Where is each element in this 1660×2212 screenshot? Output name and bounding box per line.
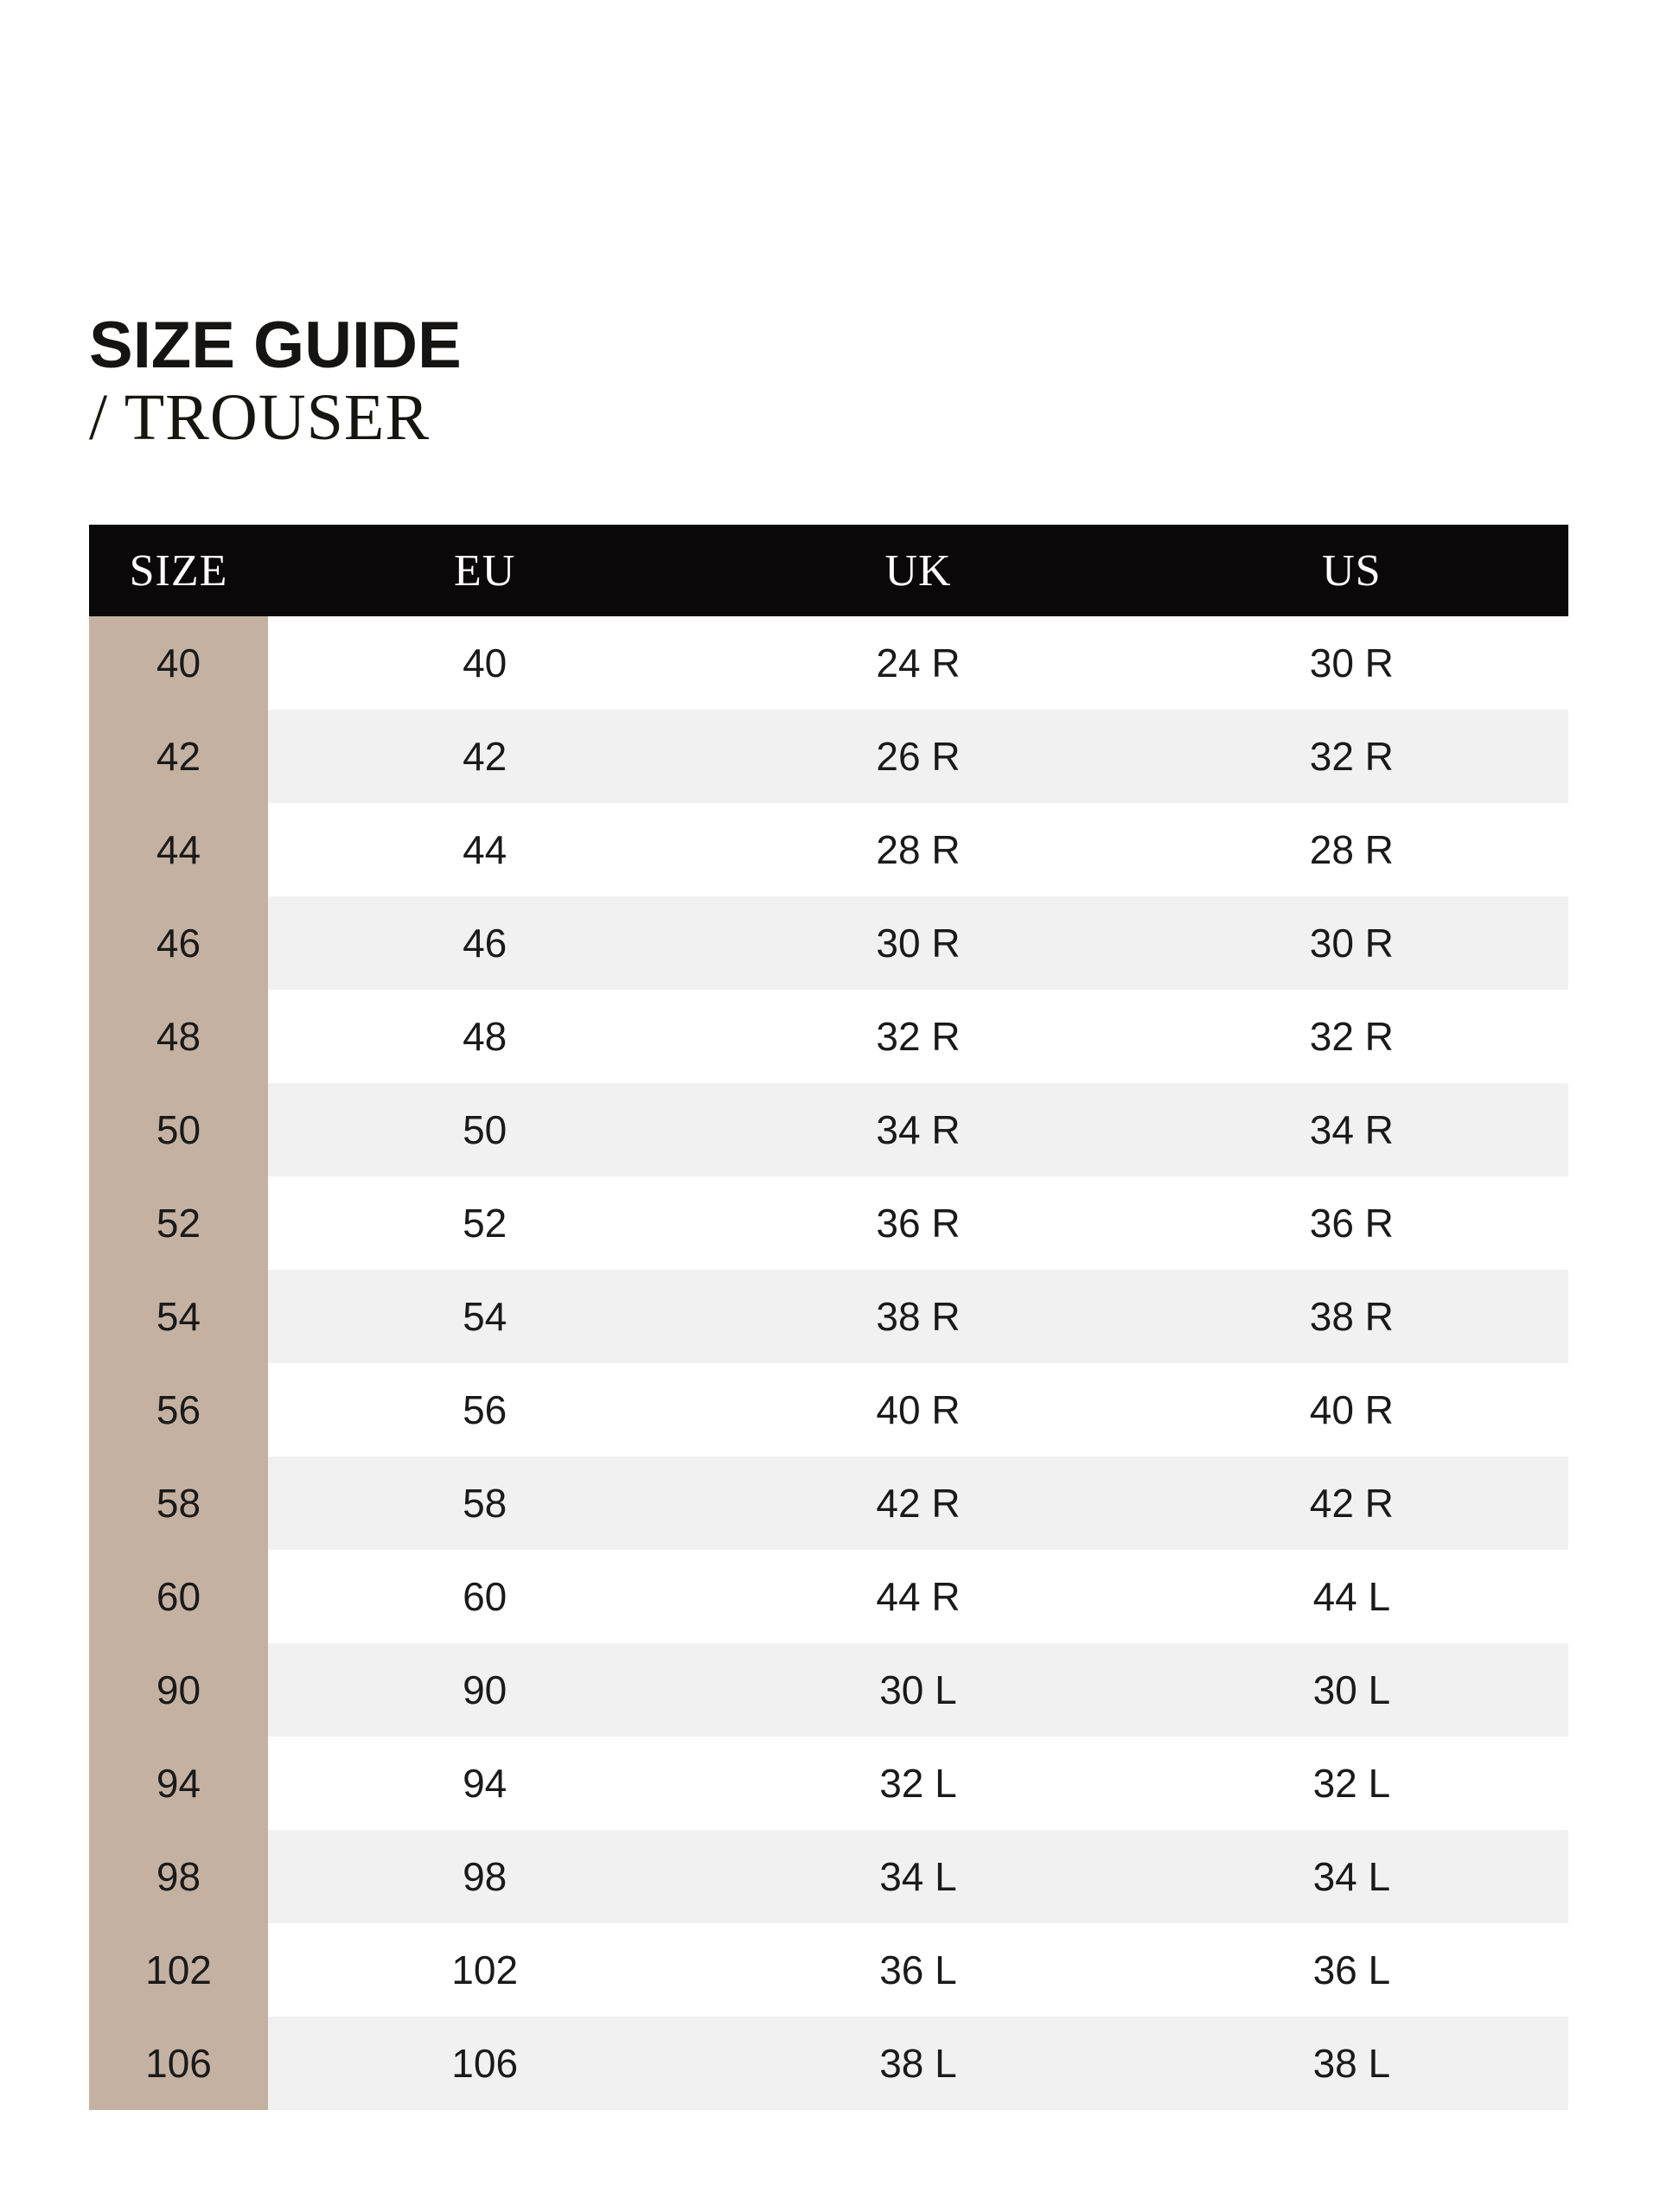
size-cell: 42 — [89, 710, 268, 803]
size-cell: 46 — [89, 896, 268, 990]
uk-cell: 28 R — [701, 803, 1134, 896]
us-cell: 30 R — [1135, 616, 1568, 710]
table-row — [89, 1083, 1568, 1176]
table-row — [89, 1643, 1568, 1737]
table-row — [89, 1270, 1568, 1363]
table-row — [89, 1923, 1568, 2017]
eu-cell: 56 — [268, 1363, 701, 1457]
us-cell: 38 R — [1135, 1270, 1568, 1363]
us-cell: 44 L — [1135, 1550, 1568, 1643]
uk-cell: 36 R — [701, 1176, 1134, 1270]
column-header-eu: EU — [268, 525, 701, 616]
column-header-uk: UK — [701, 525, 1134, 616]
table-row — [89, 803, 1568, 896]
table-row — [89, 1830, 1568, 1923]
page-subtitle: / TROUSER — [89, 381, 431, 454]
page-title: SIZE GUIDE — [89, 309, 462, 382]
table-row — [89, 990, 1568, 1083]
uk-cell: 26 R — [701, 710, 1134, 803]
us-cell: 32 R — [1135, 710, 1568, 803]
eu-cell: 42 — [268, 710, 701, 803]
uk-cell: 38 L — [701, 2017, 1134, 2110]
uk-cell: 24 R — [701, 616, 1134, 710]
size-cell: 54 — [89, 1270, 268, 1363]
size-cell: 90 — [89, 1643, 268, 1737]
eu-cell: 44 — [268, 803, 701, 896]
eu-cell: 90 — [268, 1643, 701, 1737]
table-row — [89, 1737, 1568, 1830]
table-row — [89, 616, 1568, 710]
us-cell: 40 R — [1135, 1363, 1568, 1457]
eu-cell: 48 — [268, 990, 701, 1083]
table-row — [89, 710, 1568, 803]
uk-cell: 34 L — [701, 1830, 1134, 1923]
eu-cell: 46 — [268, 896, 701, 990]
size-table-body — [89, 616, 1568, 2110]
uk-cell: 42 R — [701, 1457, 1134, 1550]
uk-cell: 34 R — [701, 1083, 1134, 1176]
uk-cell: 30 R — [701, 896, 1134, 990]
table-row — [89, 1176, 1568, 1270]
us-cell: 34 R — [1135, 1083, 1568, 1176]
size-cell: 44 — [89, 803, 268, 896]
size-cell: 60 — [89, 1550, 268, 1643]
eu-cell: 106 — [268, 2017, 701, 2110]
uk-cell: 44 R — [701, 1550, 1134, 1643]
eu-cell: 94 — [268, 1737, 701, 1830]
us-cell: 32 L — [1135, 1737, 1568, 1830]
size-guide-page — [89, 0, 1568, 2110]
uk-cell: 30 L — [701, 1643, 1134, 1737]
us-cell: 34 L — [1135, 1830, 1568, 1923]
size-cell: 48 — [89, 990, 268, 1083]
us-cell: 30 R — [1135, 896, 1568, 990]
uk-cell: 38 R — [701, 1270, 1134, 1363]
uk-cell: 36 L — [701, 1923, 1134, 2017]
size-cell: 50 — [89, 1083, 268, 1176]
table-row — [89, 1457, 1568, 1550]
uk-cell: 40 R — [701, 1363, 1134, 1457]
us-cell: 36 L — [1135, 1923, 1568, 2017]
size-cell: 56 — [89, 1363, 268, 1457]
size-cell: 106 — [89, 2017, 268, 2110]
eu-cell: 40 — [268, 616, 701, 710]
size-cell: 98 — [89, 1830, 268, 1923]
uk-cell: 32 R — [701, 990, 1134, 1083]
size-cell: 94 — [89, 1737, 268, 1830]
uk-cell: 32 L — [701, 1737, 1134, 1830]
us-cell: 38 L — [1135, 2017, 1568, 2110]
table-row — [89, 896, 1568, 990]
eu-cell: 58 — [268, 1457, 701, 1550]
us-cell: 32 R — [1135, 990, 1568, 1083]
column-header-size: SIZE — [89, 525, 268, 616]
size-cell: 52 — [89, 1176, 268, 1270]
us-cell: 36 R — [1135, 1176, 1568, 1270]
eu-cell: 50 — [268, 1083, 701, 1176]
size-cell: 40 — [89, 616, 268, 710]
eu-cell: 102 — [268, 1923, 701, 2017]
size-cell: 102 — [89, 1923, 268, 2017]
table-row — [89, 2017, 1568, 2110]
table-header-row — [89, 525, 1568, 616]
column-header-us: US — [1135, 525, 1568, 616]
table-row — [89, 1363, 1568, 1457]
us-cell: 30 L — [1135, 1643, 1568, 1737]
eu-cell: 52 — [268, 1176, 701, 1270]
size-cell: 58 — [89, 1457, 268, 1550]
size-table — [89, 525, 1568, 2110]
us-cell: 28 R — [1135, 803, 1568, 896]
us-cell: 42 R — [1135, 1457, 1568, 1550]
eu-cell: 60 — [268, 1550, 701, 1643]
eu-cell: 98 — [268, 1830, 701, 1923]
eu-cell: 54 — [268, 1270, 701, 1363]
table-row — [89, 1550, 1568, 1643]
